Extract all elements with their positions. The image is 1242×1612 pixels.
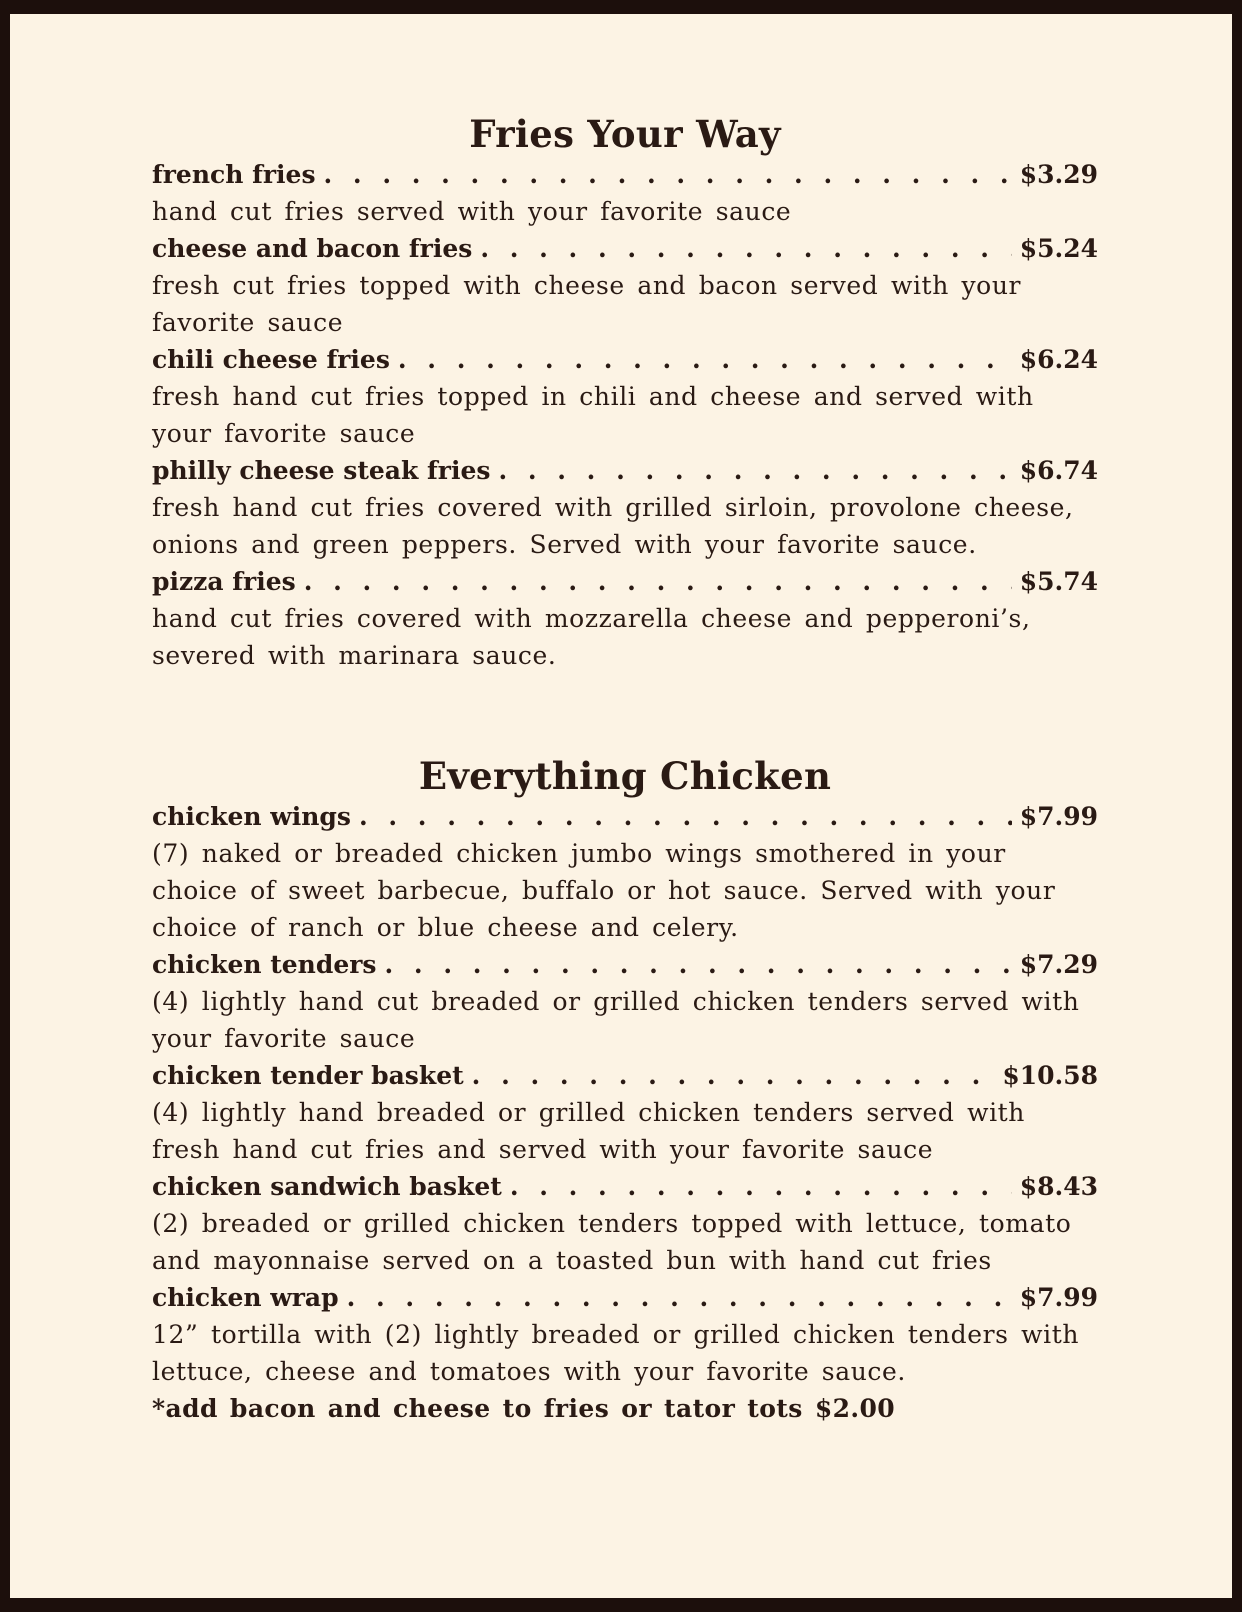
item-price: $10.58 [1002,1061,1098,1090]
item-price: $5.24 [1019,234,1098,263]
item-name: chili cheese fries [152,345,390,374]
menu-item-chili-cheese-fries [152,341,1098,378]
item-name: chicken wings [152,802,351,831]
menu-page [10,14,1232,1598]
menu-item-chicken-tenders [152,946,1098,983]
menu-item-cheese-and-bacon-fries [152,230,1098,267]
item-price: $7.99 [1019,1283,1098,1312]
dot-leader [385,946,1012,983]
item-description: (2) breaded or grilled chicken tenders topped with lettuce, tomato and mayonnaise served on a toasted bun with hand cut fries [152,1209,1072,1275]
dot-leader [472,1057,995,1094]
dot-leader [398,341,1012,378]
item-name: chicken tenders [152,950,377,979]
item-name: french fries [152,160,316,189]
item-price: $6.74 [1019,456,1098,485]
item-price: $5.74 [1019,567,1098,596]
dot-leader [498,452,1011,489]
dot-leader [304,563,1012,600]
section-title: Everything Chicken [418,754,832,798]
item-price: $8.43 [1019,1172,1098,1201]
item-description: fresh hand cut fries topped in chili and cheese and served with your favorite sauce [152,382,1034,448]
item-description: (4) lightly hand cut breaded or grilled chicken tenders served with your favorite sauce [152,987,1080,1053]
item-description: (4) lightly hand breaded or grilled chicken tenders served with fresh hand cut fries and served with your favorite sauce [152,1098,1026,1164]
menu-item-chicken-tender-basket [152,1057,1098,1094]
item-description: 12” tortilla with (2) lightly breaded or grilled chicken tenders with lettuce, cheese and tomatoes with your favorite sauce. [152,1320,1080,1386]
section-fries-your-way [152,112,1098,674]
menu-item-french-fries [152,156,1098,193]
item-description: hand cut fries covered with mozzarella cheese and pepperoni’s, severed with marinara sauce. [152,604,1031,670]
item-name: chicken tender basket [152,1061,464,1090]
section-everything-chicken [152,754,1098,1427]
item-name: chicken wrap [152,1283,339,1312]
dot-leader [347,1279,1012,1316]
item-description: fresh cut fries topped with cheese and bacon served with your favorite sauce [152,271,1022,337]
item-name: cheese and bacon fries [152,234,473,263]
item-price: $3.29 [1019,160,1098,189]
item-name: chicken sandwich basket [152,1172,502,1201]
menu-item-chicken-wings [152,798,1098,835]
menu-item-pizza-fries [152,563,1098,600]
section-title: Fries Your Way [469,112,781,156]
item-description: hand cut fries served with your favorite sauce [152,197,792,226]
menu-item-chicken-wrap [152,1279,1098,1316]
menu-item-chicken-sandwich-basket [152,1168,1098,1205]
dot-leader [324,156,1012,193]
dot-leader [510,1168,1012,1205]
item-price: $6.24 [1019,345,1098,374]
item-description: (7) naked or breaded chicken jumbo wings smothered in your choice of sweet barbecue, buffalo or hot sauce. Served with your choice of ranch or blue cheese and celery. [152,839,1056,942]
menu-item-philly-cheese-steak-fries [152,452,1098,489]
item-name: pizza fries [152,567,296,596]
item-price: $7.99 [1019,802,1098,831]
item-name: philly cheese steak fries [152,456,491,485]
item-price: $7.29 [1019,950,1098,979]
item-description: fresh hand cut fries covered with grilled sirloin, provolone cheese, onions and green peppers. Served with your favorite sauce. [152,493,1074,559]
dot-leader [359,798,1012,835]
add-on-note: *add bacon and cheese to fries or tator tots $2.00 [152,1394,896,1423]
dot-leader [480,230,1011,267]
